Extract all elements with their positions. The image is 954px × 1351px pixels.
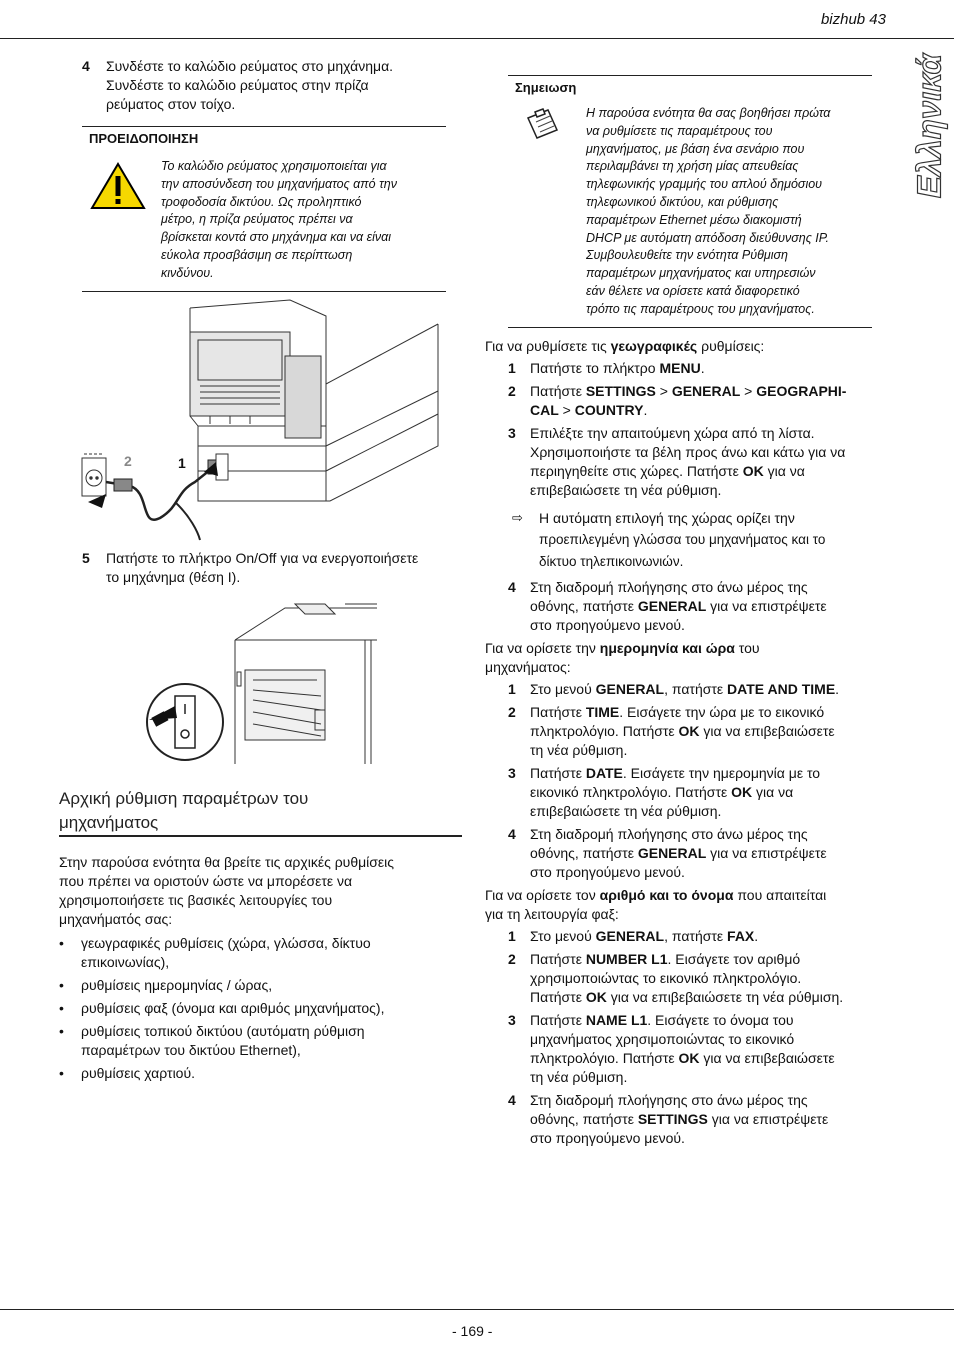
step-text: ρεύματος στον τοίχο. xyxy=(106,96,236,112)
warning-line: εύκολα προσβάσιμη σε περίπτωση xyxy=(161,247,353,262)
list-item: • ρυθμίσεις φαξ (όνομα και αριθμός μηχανήματος), xyxy=(57,999,467,1018)
intro-line: χρησιμοποιήσετε τις βασικές λειτουργίες του xyxy=(59,892,333,908)
result-arrow-icon: ⇨ xyxy=(512,510,523,525)
section-heading xyxy=(59,787,308,835)
warning-top-rule xyxy=(82,126,446,127)
warning-line: κινδύνου. xyxy=(161,265,214,280)
section-heading-rule xyxy=(59,835,462,837)
geo-intro: Για να ρυθμίσετε τις γεωγραφικές ρυθμίσεις: xyxy=(485,338,765,354)
intro-line: μηχανήματός σας: xyxy=(59,911,173,927)
list-item: • ρυθμίσεις χαρτιού. xyxy=(57,1064,467,1083)
note-text: Η παρούσα ενότητα θα σας βοηθήσει πρώτα να ρυθμίσετε τις παραμέτρους του μηχανήματος, με βάση ένα σενάριο που περιλαμβάνει τη χρήση μίας απευθείας τηλεφωνικής γραμμής του απλού δημόσιου τηλεφωνικού δικτύου, και ρύθμισης παραμέτρων Ethernet μέσω διακομιστή DHCP με αυτόματη απόδοση διεύθυνσης IP. Συμβουλευθείτε την ενότητα Ρύθμιση παραμέτρων μηχανήματος και υπηρεσιών εάν θέλετε να ορίσετε κατά διαφορετικό τρόπο τις παραμέτρους του μηχανήματος. xyxy=(586,106,831,316)
date-intro: Για να ορίσετε την ημερομηνία και ώρα του μηχανήματος: xyxy=(485,640,760,675)
step-number: 5 xyxy=(82,550,90,566)
footer-rule xyxy=(0,1309,954,1310)
warning-bottom-rule xyxy=(82,291,446,292)
warning-line: μέτρο, η πρίζα ρεύματος πρέπει να xyxy=(161,212,353,227)
warning-line: την αποσύνδεση του μηχανήματος από την xyxy=(161,176,397,191)
header-product: bizhub 43 xyxy=(820,11,886,28)
note-icon xyxy=(524,106,560,140)
side-language-tab xyxy=(905,53,953,199)
list-item: • γεωγραφικές ρυθμίσεις (χώρα, γλώσσα, δίκτυο επικοινωνίας), xyxy=(57,934,467,972)
note-top-rule xyxy=(508,75,872,76)
header-rule xyxy=(0,38,954,39)
warning-text xyxy=(161,158,446,283)
warning-icon xyxy=(90,162,146,210)
list-item: • ρυθμίσεις τοπικού δικτύου (αυτόματη ρύθμιση παραμέτρων του δικτύου Ethernet), xyxy=(57,1022,467,1060)
intro-line: που πρέπει να οριστούν ώστε να μπορέσετε να xyxy=(59,873,353,889)
figure-label-2: 2 xyxy=(124,453,132,469)
step-text: το μηχάνημα (θέση I). xyxy=(106,569,241,585)
step-number: 4 xyxy=(82,58,90,74)
warning-line: Το καλώδιο ρεύματος χρησιμοποιείται για xyxy=(161,159,387,173)
step-text: Συνδέστε το καλώδιο ρεύματος στην πρίζα xyxy=(106,77,369,93)
warning-title: ΠΡΟΕΙΔΟΠΟΙΗΣΗ xyxy=(89,131,199,146)
figure-label-1: 1 xyxy=(178,455,186,471)
power-switch-illustration xyxy=(145,600,377,764)
section-heading-line: μηχανήματος xyxy=(59,813,159,832)
section-heading-line: Αρχική ρύθμιση παραμέτρων του xyxy=(59,789,309,808)
intro-line: Στην παρούσα ενότητα θα βρείτε τις αρχικές ρυθμίσεις xyxy=(59,854,395,870)
section-intro xyxy=(59,853,469,929)
note-bottom-rule xyxy=(508,327,872,328)
power-cable-illustration xyxy=(80,296,440,542)
list-item: • ρυθμίσεις ημερομηνίας / ώρας, xyxy=(57,976,467,995)
step-text: Πατήστε το πλήκτρο On/Off για να ενεργοποιήσετε xyxy=(106,550,419,566)
step-text: Συνδέστε το καλώδιο ρεύματος στο μηχάνημα. xyxy=(106,58,394,74)
warning-line: βρίσκεται κοντά στο μηχάνημα και να είναι xyxy=(161,230,392,245)
settings-bullet-list xyxy=(57,934,467,1087)
fax-intro: Για να ορίσετε τον αριθμό και το όνομα που απαιτείται για τη λειτουργία φαξ: xyxy=(485,887,827,922)
side-tab-label: Ελληνικά xyxy=(910,53,948,199)
page-number: - 169 - xyxy=(452,1323,493,1339)
note-title: Σημειωση xyxy=(515,80,577,95)
warning-line: τροφοδοσία δικτύου. Ως προληπτικό xyxy=(161,194,362,209)
